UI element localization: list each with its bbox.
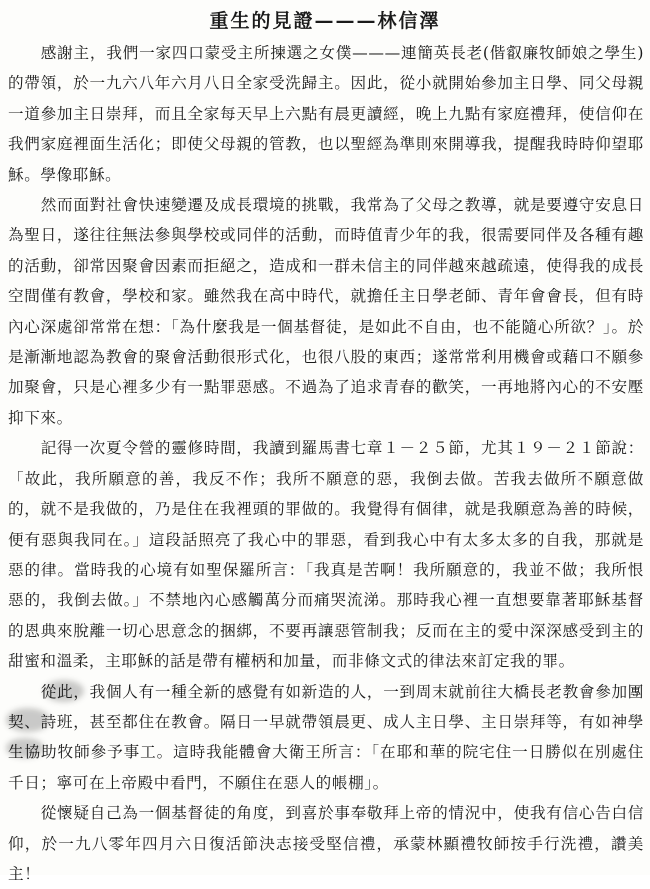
document-title: 重生的見證———林信澤	[209, 10, 441, 32]
document-body	[8, 38, 644, 889]
paragraph-1: 感謝主，我們一家四口蒙受主所揀選之女僕———連簡英長老(偕叡廉牧師娘之學生)的帶領，於一九六八年六月八日全家受洗歸主。因此，從小就開始參加主日學、同父母親一道參加主日崇拜，而且全家每天早上六點有晨更讀經，晚上九點有家庭禮拜，使信仰在我們家庭裡面生活化；即使父母親的管教，也以聖經為準則來開導我，提醒我時時仰望耶穌。學像耶穌。	[8, 44, 644, 184]
paragraph-4: 從此，我個人有一種全新的感覺有如新造的人，一到周末就前往大橋長老教會參加團契、詩班，甚至都住在教會。隔日一早就帶領晨更、成人主日學、主日崇拜等，有如神學生協助牧師參予事工。這時我能體會大衛王所言：「在耶和華的院宅住一日勝似在別處住千日；寧可在上帝殿中看門，不願住在惡人的帳棚」。	[8, 682, 644, 792]
paragraph-3: 記得一次夏令營的靈修時間，我讀到羅馬書七章１－２５節，尤其１９－２１節說：「故此，我所願意的善，我反不作；我所不願意的惡，我倒去做。苦我去做所不願意做的，就不是我做的，乃是住在我裡頭的罪做的。我覺得有個律，就是我願意為善的時候，便有惡與我同在。」這段話照亮了我心中的罪惡，看到我心中有太多太多的自我，那就是惡的律。當時我的心境有如聖保羅所言：「我真是苦啊！我所願意的，我並不做；我所恨惡的，我倒去做。」不禁地內心感觸萬分而痛哭流涕。那時我心裡一直想要靠著耶穌基督的恩典來脫離一切心思意念的捆綁，不要再讓惡管制我；反而在主的愛中深深感受到主的甜蜜和溫柔，主耶穌的話是帶有權柄和加量，而非條文式的律法來訂定我的罪。	[8, 439, 644, 671]
paragraph-2: 然而面對社會快速變遷及成長環境的挑戰，我常為了父母之教導，就是要遵守安息日為聖日，遂往往無法參與學校或同伴的活動，而時值青少年的我，很需要同伴及各種有趣的活動，卻常因聚會因素而拒絕之，造成和一群未信主的同伴越來越疏遠，使得我的成長空間僅有教會，學校和家。雖然我在高中時代，就擔任主日學老師、青年會會長，但有時內心深處卻常常在想：「為什麼我是一個基督徒，是如此不自由，也不能隨心所欲？」。於是漸漸地認為教會的聚會活動很形式化，也很八股的東西；遂常常利用機會或藉口不願參加聚會，只是心裡多少有一點罪惡感。不過為了追求青春的歡笑，一再地將內心的不安壓抑下來。	[8, 196, 644, 427]
scan-smudge	[6, 738, 44, 758]
paragraph-5: 從懷疑自己為一個基督徒的角度，到喜於事奉敬拜上帝的情況中，使我有信心告白信仰，於一九八零年四月六日復活節決志接受堅信禮，承蒙林顯禮牧師按手行洗禮，讚美主！	[8, 804, 644, 883]
scan-smudge	[44, 680, 84, 702]
scan-smudge	[6, 708, 50, 732]
